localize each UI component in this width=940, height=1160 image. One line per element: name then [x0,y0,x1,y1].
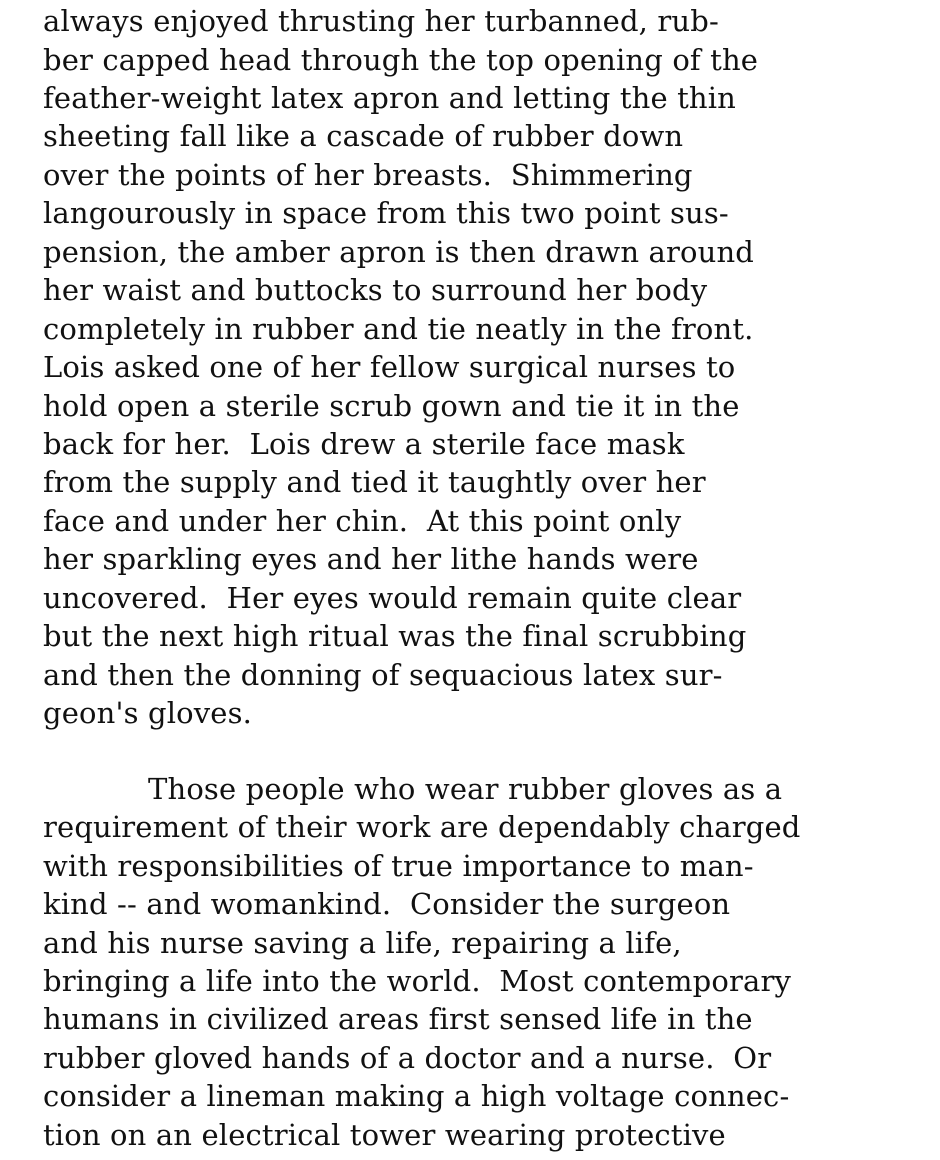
paragraph-2-line-1: Those people who wear rubber gloves as a [148,772,783,806]
paragraph-1-line-8: her waist and buttocks to surround her body [43,273,708,307]
paragraph-1-line-2: ber capped head through the top opening of the [43,43,759,77]
paragraph-2-line-9: consider a lineman making a high voltage connec- [43,1079,790,1113]
paragraph-1-line-1: always enjoyed thrusting her turbanned, rub- [43,4,719,38]
paragraph-2-line-2: requirement of their work are dependably charged [43,810,801,844]
paragraph-1-line-9: completely in rubber and tie neatly in the front. [43,312,754,346]
paragraph-1-line-7: pension, the amber apron is then drawn around [43,235,754,269]
paragraph-1-line-16: uncovered. Her eyes would remain quite clear [43,581,742,615]
paragraph-1-line-3: feather-weight latex apron and letting the thin [43,81,737,115]
paragraph-1-line-5: over the points of her breasts. Shimmering [43,158,693,192]
paragraph-2-line-3: with responsibilities of true importance to man- [43,849,754,883]
paragraph-1-line-14: face and under her chin. At this point only [43,504,682,538]
paragraph-1-line-11: hold open a sterile scrub gown and tie it in the [43,389,740,423]
paragraph-2-line-8: rubber gloved hands of a doctor and a nurse. Or [43,1041,772,1075]
paragraph-2-line-10: tion on an electrical tower wearing protective [43,1118,726,1152]
paragraph-1-line-13: from the supply and tied it taughtly over her [43,465,706,499]
paragraph-1-line-12: back for her. Lois drew a sterile face mask [43,427,685,461]
paragraph-2-line-6: bringing a life into the world. Most contemporary [43,964,792,998]
paragraph-2-line-4: kind -- and womankind. Consider the surgeon [43,887,731,921]
paragraph-1-line-4: sheeting fall like a cascade of rubber down [43,119,684,153]
paragraph-2-line-7: humans in civilized areas first sensed life in the [43,1002,753,1036]
paragraph-1-line-17: but the next high ritual was the final scrubbing [43,619,747,653]
paragraph-1-line-18: and then the donning of sequacious latex sur- [43,658,723,692]
paragraph-1-line-10: Lois asked one of her fellow surgical nurses to [43,350,736,384]
paragraph-2-line-5: and his nurse saving a life, repairing a life, [43,926,682,960]
paragraph-1-line-6: langourously in space from this two point sus- [43,196,729,230]
paragraph-1-line-15: her sparkling eyes and her lithe hands were [43,542,699,576]
paragraph-1-line-19: geon's gloves. [43,696,252,730]
